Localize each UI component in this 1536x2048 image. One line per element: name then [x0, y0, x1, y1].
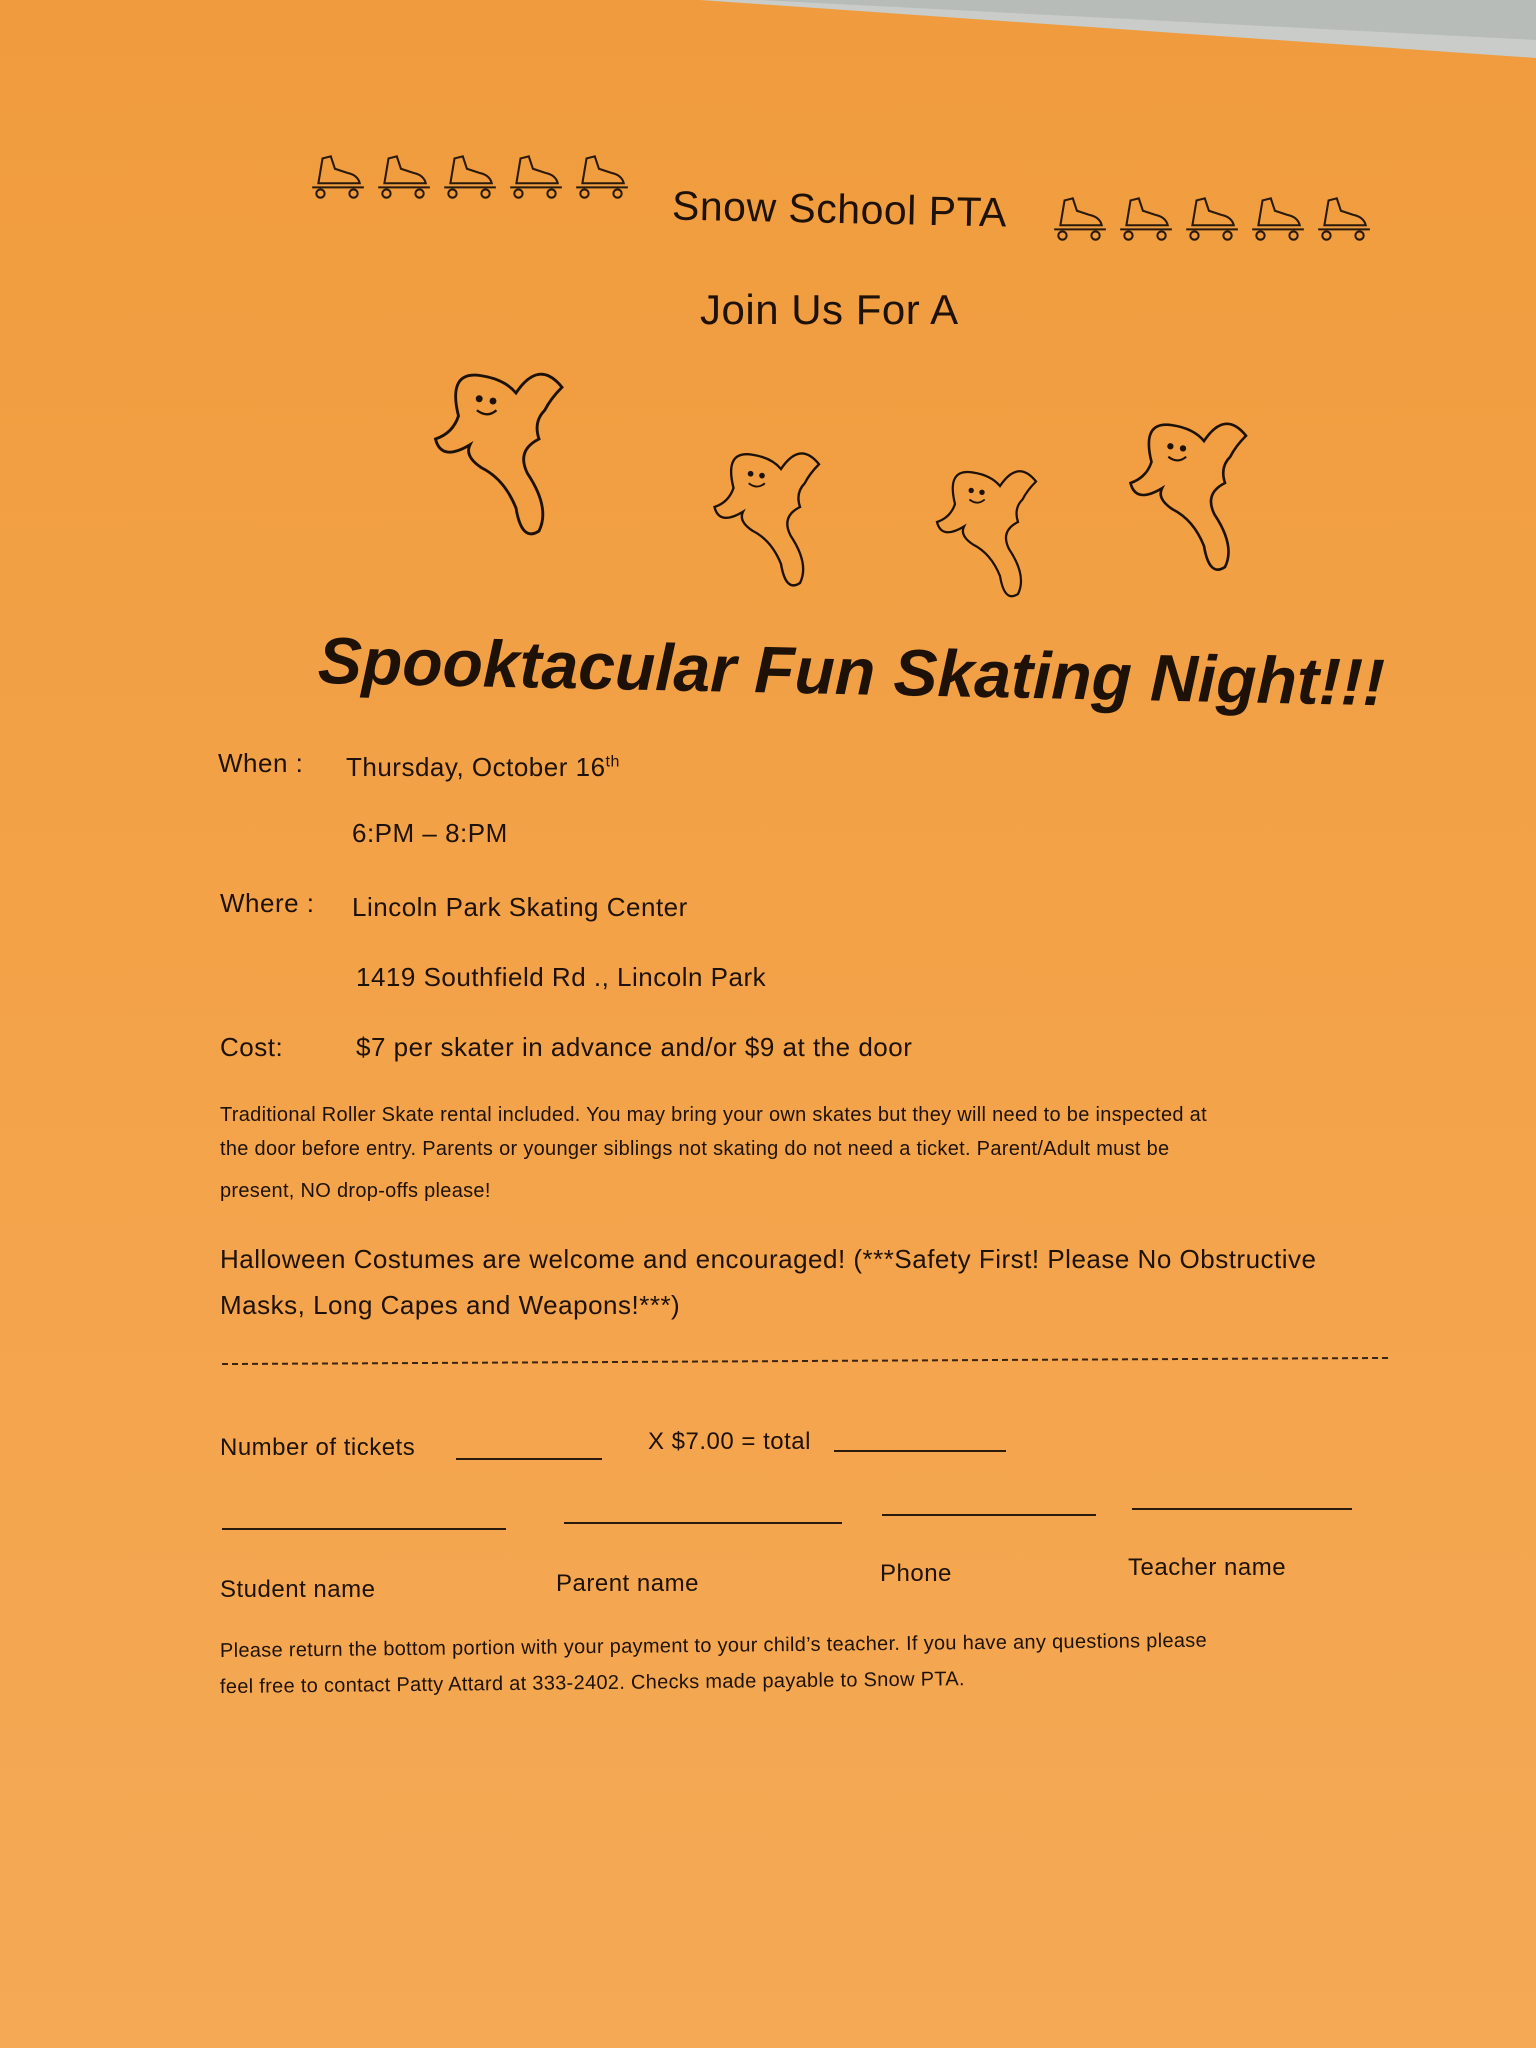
ghost-icon [436, 374, 563, 534]
ghost-icon [937, 471, 1036, 596]
parent-name-blank[interactable] [564, 1522, 842, 1524]
event-title: Spooktacular Fun Skating Night!!! [317, 623, 1386, 720]
total-label: X $7.00 = total [648, 1428, 811, 1455]
left-skates-row [306, 148, 632, 204]
phone-blank[interactable] [882, 1514, 1096, 1516]
roller-skate-icon [1048, 190, 1110, 246]
costume-line: Halloween Costumes are welcome and encouraged! (***Safety First! Please No Obstructive [220, 1244, 1317, 1274]
roller-skate-icon [1114, 190, 1176, 246]
parent-name-label: Parent name [556, 1570, 699, 1597]
tickets-blank[interactable] [456, 1458, 602, 1460]
when-date [346, 752, 620, 783]
info-line: present, NO drop-offs please! [220, 1180, 491, 1202]
roller-skate-icon [438, 148, 500, 204]
roller-skate-icon [1246, 190, 1308, 246]
total-blank[interactable] [834, 1450, 1006, 1452]
info-line: Traditional Roller Skate rental included. You may bring your own skates but they will need to be inspected at [220, 1104, 1207, 1126]
roller-skate-icon [1180, 190, 1242, 246]
ghost-icon [1131, 424, 1247, 570]
where-label: Where : [220, 888, 315, 918]
when-date-suffix: th [605, 753, 620, 771]
info-line: the door before entry. Parents or younger siblings not skating do not need a ticket. Parent/Adult must be [220, 1138, 1170, 1160]
ghost-icon [715, 453, 820, 585]
phone-label: Phone [880, 1560, 952, 1587]
roller-skate-icon [504, 148, 566, 204]
footer-line: feel free to contact Patty Attard at 333-2402. Checks made payable to Snow PTA. [219, 1668, 965, 1698]
footer-line: Please return the bottom portion with your payment to your child’s teacher. If you have any questions please [219, 1629, 1208, 1662]
student-name-label: Student name [220, 1576, 376, 1603]
when-time: 6:PM – 8:PM [352, 818, 508, 848]
pta-header-title: Snow School PTA [671, 182, 1008, 236]
roller-skate-icon [1312, 190, 1374, 246]
student-name-blank[interactable] [222, 1528, 506, 1530]
paper-edge-background [0, 0, 1536, 60]
ghosts-illustration [400, 360, 1300, 600]
teacher-name-blank[interactable] [1132, 1508, 1352, 1510]
roller-skate-icon [372, 148, 434, 204]
costume-line: Masks, Long Capes and Weapons!***) [220, 1290, 681, 1320]
join-us-heading: Join Us For A [700, 286, 959, 333]
roller-skate-icon [570, 148, 632, 204]
cost-label: Cost: [220, 1032, 284, 1062]
cost-value: $7 per skater in advance and/or $9 at the door [356, 1032, 913, 1062]
where-place: Lincoln Park Skating Center [352, 892, 688, 922]
tickets-label: Number of tickets [220, 1434, 416, 1461]
roller-skate-icon [306, 148, 368, 204]
when-label: When : [218, 748, 304, 778]
right-skates-row [1048, 190, 1374, 246]
where-address: 1419 Southfield Rd ., Lincoln Park [356, 962, 767, 992]
teacher-name-label: Teacher name [1128, 1554, 1287, 1581]
when-date-text: Thursday, October 16 [346, 752, 606, 782]
